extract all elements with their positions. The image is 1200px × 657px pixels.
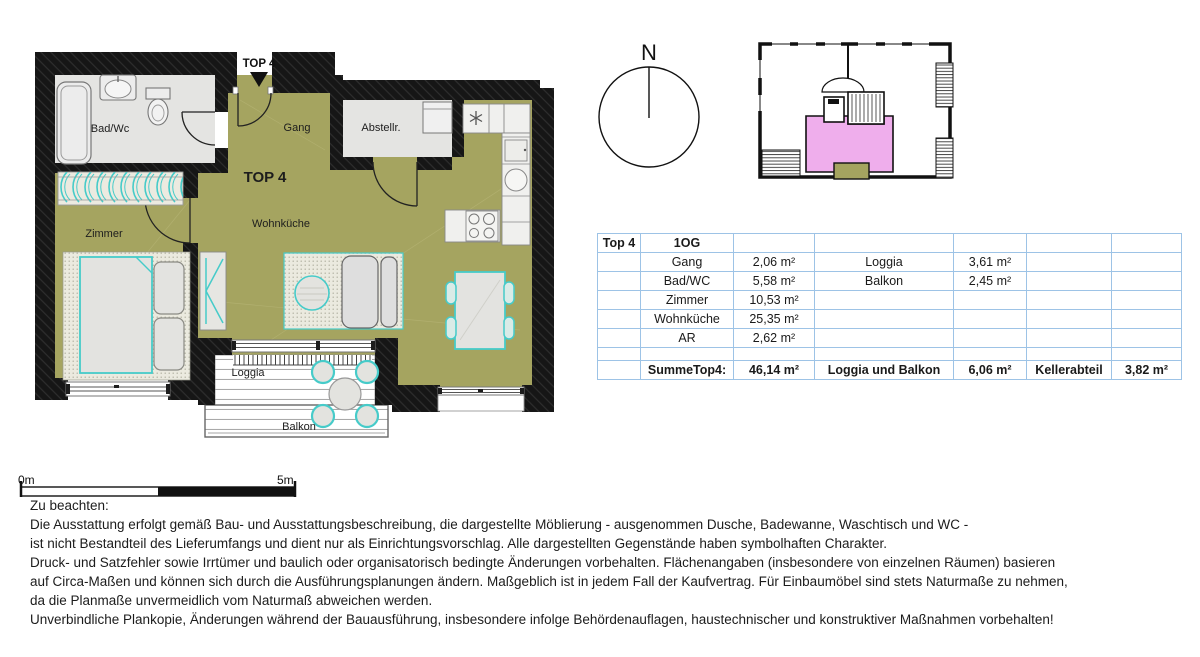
cell-area: 2,62 m² bbox=[734, 329, 815, 348]
storage-washer bbox=[423, 102, 452, 133]
notes-heading: Zu beachten: bbox=[30, 498, 109, 513]
cell-room: Zimmer bbox=[641, 291, 734, 310]
notes-line: auf Circa-Maßen und können sich durch die Ausführungsplanungen ändern. Maßgeblich ist in jedem Fall der Kaufvertrag. Für Einbaumöbel sind stets Naturmaße zu nehmen, bbox=[30, 574, 1068, 589]
kitchen-sink-square bbox=[505, 140, 527, 161]
cell-room: Gang bbox=[641, 253, 734, 272]
cell-unit: Top 4 bbox=[598, 234, 641, 253]
label-wohnkueche: Wohnküche bbox=[252, 218, 310, 230]
cell-outdoor-total: 6,06 m² bbox=[954, 361, 1027, 380]
cell-area: 10,53 m² bbox=[734, 291, 815, 310]
bathtub bbox=[57, 82, 91, 164]
cell-room2: Balkon bbox=[815, 272, 954, 291]
cell-summary-label: SummeTop4: bbox=[641, 361, 734, 380]
entrance-label: TOP 4 bbox=[242, 58, 276, 70]
table-row bbox=[598, 310, 1182, 329]
cell-outdoor-label: Loggia und Balkon bbox=[815, 361, 954, 380]
notes-line: Die Ausstattung erfolgt gemäß Bau- und Ausstattungsbeschreibung, die dargestellte Möblierung - ausgenommen Dusche, Badewanne, Waschtisch und WC - bbox=[30, 517, 969, 532]
overview-balcony bbox=[936, 138, 953, 178]
sofa-back bbox=[381, 257, 397, 327]
label-unit: TOP 4 bbox=[243, 169, 287, 186]
sofa bbox=[342, 256, 378, 328]
label-badwc: Bad/Wc bbox=[90, 123, 130, 135]
cell-room: AR bbox=[641, 329, 734, 348]
toilet bbox=[146, 88, 170, 99]
notes-line: Druck- und Satzfehler sowie Irrtümer und baulich oder organisatorisch bedingte Änderungen vorbehalten. Flächenangaben (insbesondere von einzelnen Räumen) basieren bbox=[30, 555, 1056, 570]
scale-start-label: 0m bbox=[18, 473, 35, 487]
table-row-header bbox=[598, 234, 1182, 253]
cell-cellar-area: 3,82 m² bbox=[1112, 361, 1182, 380]
bedroom-furniture bbox=[58, 172, 190, 380]
label-balkon: Balkon bbox=[282, 421, 316, 433]
overview-balcony bbox=[936, 63, 953, 107]
overview-unit-balcony bbox=[834, 163, 869, 179]
building-overview bbox=[756, 40, 953, 179]
compass-north-label: N bbox=[641, 40, 657, 65]
compass bbox=[599, 40, 699, 167]
coffee-table bbox=[295, 276, 329, 310]
notes-block bbox=[30, 496, 1190, 629]
area-table bbox=[597, 233, 1182, 380]
bed-pillow bbox=[154, 318, 184, 370]
notes-line: Unverbindliche Plankopie, Änderungen während der Bauausführung, insbesondere infolge Behördenauflagen, haustechnischer und konstruktiver Maßnahmen vorbehalten! bbox=[30, 612, 1054, 627]
area-table-grid bbox=[597, 233, 1182, 380]
label-zimmer: Zimmer bbox=[85, 228, 123, 240]
cell-area: 2,06 m² bbox=[734, 253, 815, 272]
notes-line: da die Planmaße unvermeidlich vom Naturmaß abweichen werden. bbox=[30, 593, 433, 608]
bed-pillow bbox=[154, 262, 184, 314]
label-loggia: Loggia bbox=[231, 367, 265, 379]
label-abstellraum: Abstellr. bbox=[361, 122, 401, 134]
cell-area2: 3,61 m² bbox=[954, 253, 1027, 272]
notes-line: ist nicht Bestandteil des Lieferumfangs und dient nur als Einrichtungsvorschlag. Alle dargestellten Gegenstände haben symbolhaften Charakter. bbox=[30, 536, 888, 551]
bed bbox=[80, 257, 152, 373]
outdoor-table bbox=[329, 378, 361, 410]
table-row bbox=[598, 291, 1182, 310]
cell-area: 25,35 m² bbox=[734, 310, 815, 329]
table-row bbox=[598, 272, 1182, 291]
overview-stairs bbox=[848, 92, 884, 124]
cell-area2: 2,45 m² bbox=[954, 272, 1027, 291]
label-gang: Gang bbox=[283, 122, 311, 134]
cell-room: Bad/WC bbox=[641, 272, 734, 291]
table-row-spacer bbox=[598, 348, 1182, 361]
table-row-summary bbox=[598, 361, 1182, 380]
cell-room: Wohnküche bbox=[641, 310, 734, 329]
cell-area: 5,58 m² bbox=[734, 272, 815, 291]
cell-cellar-label: Kellerabteil bbox=[1027, 361, 1112, 380]
overview-balcony bbox=[762, 150, 800, 176]
cell-summary-total: 46,14 m² bbox=[734, 361, 815, 380]
table-row bbox=[598, 253, 1182, 272]
scale-end-label: 5m bbox=[277, 473, 294, 487]
apartment-plan bbox=[35, 52, 554, 437]
table-row bbox=[598, 329, 1182, 348]
cell-floor: 1OG bbox=[641, 234, 734, 253]
scale-bar bbox=[18, 473, 295, 497]
cell-room2: Loggia bbox=[815, 253, 954, 272]
hall-wardrobe bbox=[200, 252, 226, 330]
kitchen-sink-round bbox=[505, 169, 527, 191]
